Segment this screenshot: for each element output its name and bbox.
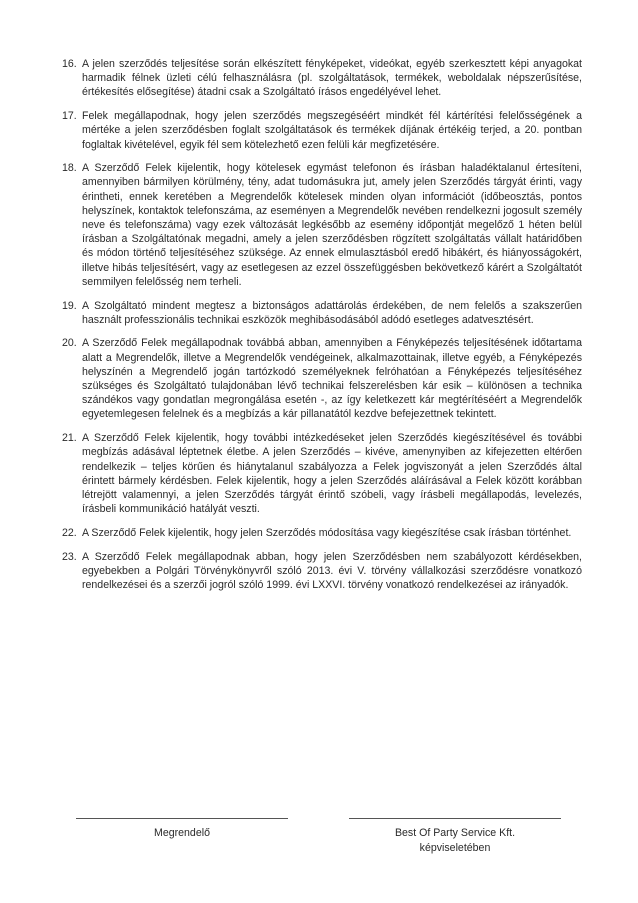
clause-text: A Szerződő Felek kijelentik, hogy jelen Szerződés módosítása vagy kiegészítése csak írásban történhet. xyxy=(82,526,572,539)
clause-number: 20. xyxy=(62,337,77,350)
signature-block xyxy=(0,818,638,898)
clause-number: 19. xyxy=(62,299,77,312)
clause-21 xyxy=(62,431,582,516)
signature-megrendelo xyxy=(76,818,288,841)
clause-text: A Szerződő Felek kijelentik, hogy kötelesek egymást telefonon és írásban haladéktalanul értesíteni, amennyiben bármilyen körülmény, tény, adat tudomásukra jut, amely jelen Szerződés tárgyát érinti, vagy érintheti, ennek keretében a Megrendelők kötelesek minden olyan információt (időbeosztás, pontos helyszínek, kontaktok telefonszáma, az eseményen a Megrendelők nevében rendelkezni jogosult személy neve és telefonszáma) vagy ezek változását legkésőbb az esemény időpontját megelőző 1 héten belül írásban a Szolgáltatónak megadni, amely a jelen szerződésben rögzített szolgáltatás vállalt határidőben és módon történő teljesítéséhez szüksége. Az ennek elmulasztásból eredő hibákért, és hiányosságokért, illetve hibás teljesítésért, vagy az esetlegesen az ezzel összefüggésben bekövetkező kárért a Szolgáltatót semmilyen felelősség nem terheli. xyxy=(82,162,582,288)
clause-number: 18. xyxy=(62,162,77,175)
clause-text: A Szolgáltató mindent megtesz a biztonságos adattárolás érdekében, de nem felelős a szakszerűen használt professzionális technikai eszközök meghibásodásából adódó esetleges adatvesztésért. xyxy=(82,299,582,326)
clause-number: 22. xyxy=(62,526,77,539)
clause-text: A jelen szerződés teljesítése során elkészített fényképeket, videókat, egyéb szerkesztett képi anyagokat harmadik félnek üzleti célú felhasználásra (pl. szolgáltatások, termékek, weboldalak népszerűsítése, értékesítés elősegítése) átadni csak a Szolgáltató írásos engedélyével lehet. xyxy=(82,58,582,99)
clause-number: 17. xyxy=(62,110,77,123)
signature-line xyxy=(349,818,561,820)
clause-18 xyxy=(62,161,582,289)
clause-text: A Szerződő Felek megállapodnak továbbá abban, amennyiben a Fényképezés teljesítésének időtartama alatt a Megrendelők, illetve a Megrendelők vendégeinek, alkalmazottainak, illetve egyéb, a Fényképezés helyszínén a Megrendelő jogán tartózkodó személyeknek felróhatóan a Fényképezés teljesítéséhez szükséges és Szolgáltató tulajdonában lévő technikai felszerelésben kár esik – különösen a technika szándékos vagy gondatlan megrongálása esetén -, az így keletkezett kár megtérítéséért a Megrendelők egyetemlegesen felelnek és a megbízás a kár pillanatától kezdve befejezettnek tekintett. xyxy=(82,337,582,421)
clause-20 xyxy=(62,336,582,421)
signature-label: Best Of Party Service Kft. xyxy=(394,827,516,839)
clause-17 xyxy=(62,109,582,152)
clause-16 xyxy=(62,57,582,100)
clause-23 xyxy=(62,550,582,593)
clause-number: 21. xyxy=(62,432,77,445)
clause-number: 16. xyxy=(62,58,77,70)
clause-text: A Szerződő Felek megállapodnak abban, hogy jelen Szerződésben nem szabályozott kérdésekben, egyebekben a Polgári Törvénykönyvről szóló 2013. évi V. törvény vállalkozási szerződésre vonatkozó rendelkezései és a szerzői jogról szóló 1999. évi LXXVI. törvény vonatkozó rendelkezései az irányadók. xyxy=(82,550,582,591)
clause-list xyxy=(62,57,582,602)
clause-19 xyxy=(62,299,582,327)
clause-22 xyxy=(62,526,582,540)
clause-text: Felek megállapodnak, hogy jelen szerződés megszegéséért mindkét fél kártérítési felelősségének a mértéke a jelen szerződésben foglalt szolgáltatások és termékek díjának értékéig terjed, a 20. pontban foglaltak kivételével, egyik fél sem kötelezhető ezen felüli kár megfizetésére. xyxy=(82,110,582,151)
signature-szolgaltato xyxy=(349,818,561,855)
clause-text: A Szerződő Felek kijelentik, hogy további intézkedéseket jelen Szerződés kiegészítésével és további megbízás adásával léptetnek életbe. A jelen Szerződés – kivéve, amenynyiben az kifejezetten eltérően rendelkezik – teljes körűen és hiánytalanul szabályozza a Felek jogviszonyát a jelen Szerződés által érintett bármely kérdésben. Felek kijelentik, hogy a jelen Szerződés aláírásával a Felek között korábban létrejött valamennyi, a jelen Szerződés tárgyát érintő szóbeli, vagy írásbeli megállapodás, levelezés, írásbeli kommunikáció hatályát veszti. xyxy=(82,432,582,516)
signature-line xyxy=(76,818,288,820)
signature-label: Megrendelő xyxy=(154,827,210,839)
signature-sublabel: képviseletében xyxy=(419,841,491,854)
clause-number: 23. xyxy=(62,550,77,563)
